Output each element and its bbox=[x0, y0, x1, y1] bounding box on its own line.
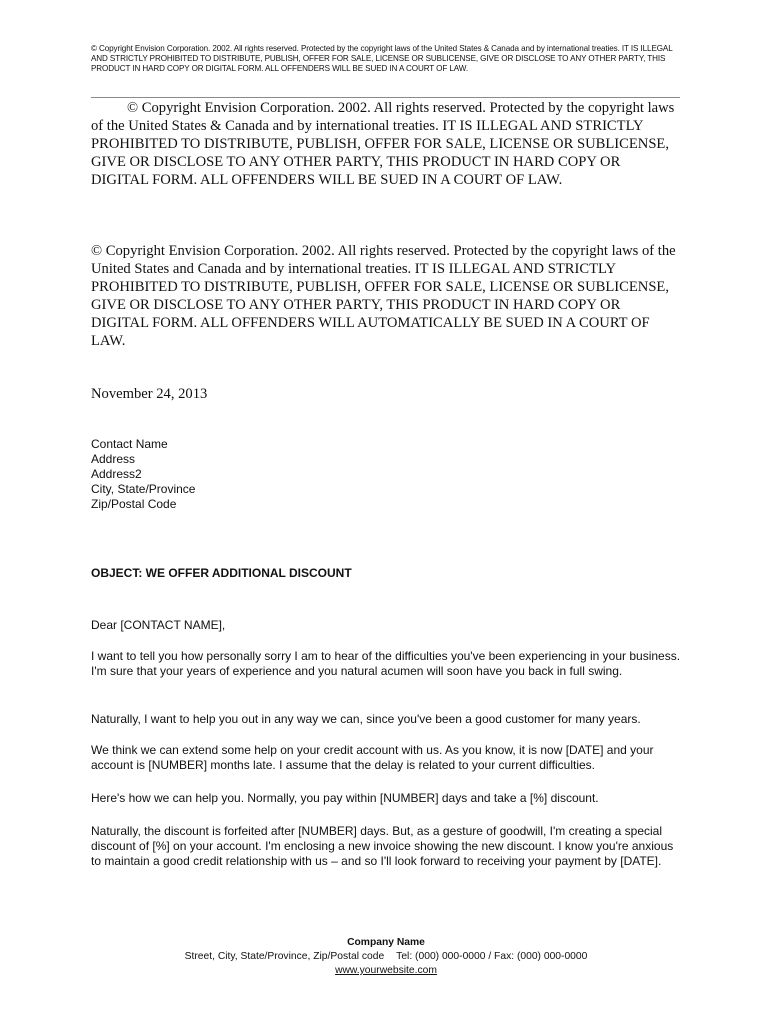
letter-subject: OBJECT: WE OFFER ADDITIONAL DISCOUNT bbox=[91, 566, 352, 580]
zip-postal-code: Zip/Postal Code bbox=[91, 497, 177, 511]
copyright-notice-first: © Copyright Envision Corporation. 2002. All rights reserved. Protected by the copyright laws of the United States & Canada and by international treaties. IT IS ILLEGAL AND STRICTLY PROHIBITED TO DISTRIBUTE, PUBLISH, OFFER FOR SALE, LICENSE OR SUBLICENSE, GIVE OR DISCLOSE TO ANY OTHER PARTY, THIS PRODUCT IN HARD COPY OR DIGITAL FORM. ALL OFFENDERS WILL BE SUED IN A COURT OF LAW. bbox=[91, 100, 675, 188]
footer-company-name: Company Name bbox=[347, 937, 425, 948]
body-paragraph: I want to tell you how personally sorry I am to hear of the difficulties you've been experiencing in your business. I'm sure that your years of experience and you natural acumen will soon have you back in full swing. bbox=[91, 649, 681, 678]
header-copyright-notice: © Copyright Envision Corporation. 2002. All rights reserved. Protected by the copyright laws of the United States & Canada and by international treaties. IT IS ILLEGAL AND STRICTLY PROHIBITED TO DISTRIBUTE, PUBLISH, OFFER FOR SALE, LICENSE OR SUBLICENSE, GIVE OR DISCLOSE TO ANY OTHER PARTY, THIS PRODUCT IN HARD COPY OR DIGITAL FORM. ALL OFFENDERS WILL BE SUED IN A COURT OF LAW. bbox=[91, 44, 673, 73]
letter-date: November 24, 2013 bbox=[91, 386, 208, 402]
body-paragraph: Naturally, the discount is forfeited after [NUMBER] days. But, as a gesture of goodwill, I'm creating a special discount of [%] on your account. I'm enclosing a new invoice showing the new discount. I know you're anxious to maintain a good credit relationship with us – and so I'll look forward to receiving your payment by [DATE]. bbox=[91, 824, 674, 868]
recipient-address bbox=[91, 437, 195, 512]
body-paragraph: Naturally, I want to help you out in any way we can, since you've been a good customer for many years. bbox=[91, 712, 641, 726]
footer-website-link[interactable]: www.yourwebsite.com bbox=[335, 965, 437, 976]
footer-phone-fax: Tel: (000) 000-0000 / Fax: (000) 000-0000 bbox=[396, 951, 588, 962]
footer-contact-line bbox=[91, 950, 681, 964]
address-line-1: Address bbox=[91, 452, 136, 466]
address-line-2: Address2 bbox=[91, 467, 142, 481]
body-paragraph: Here's how we can help you. Normally, you pay within [NUMBER] days and take a [%] discount. bbox=[91, 791, 599, 805]
contact-name: Contact Name bbox=[91, 437, 168, 451]
salutation: Dear [CONTACT NAME], bbox=[91, 618, 226, 632]
letter-footer bbox=[91, 936, 681, 978]
city-state-province: City, State/Province bbox=[91, 482, 196, 496]
body-paragraph: We think we can extend some help on your credit account with us. As you know, it is now [DATE] and your account is [NUMBER] months late. I assume that the delay is related to your current difficulties. bbox=[91, 743, 654, 772]
header-divider bbox=[91, 97, 680, 98]
copyright-notice-second: © Copyright Envision Corporation. 2002. All rights reserved. Protected by the copyright laws of the United States and Canada and by international treaties. IT IS ILLEGAL AND STRICTLY PROHIBITED TO DISTRIBUTE, PUBLISH, OFFER FOR SALE, LICENSE OR SUBLICENSE, GIVE OR DISCLOSE TO ANY OTHER PARTY, THIS PRODUCT IN HARD COPY OR DIGITAL FORM. ALL OFFENDERS WILL AUTOMATICALLY BE SUED IN A COURT OF LAW. bbox=[91, 243, 676, 349]
footer-address: Street, City, State/Province, Zip/Postal code bbox=[184, 951, 385, 962]
footer-website-line bbox=[91, 964, 681, 978]
